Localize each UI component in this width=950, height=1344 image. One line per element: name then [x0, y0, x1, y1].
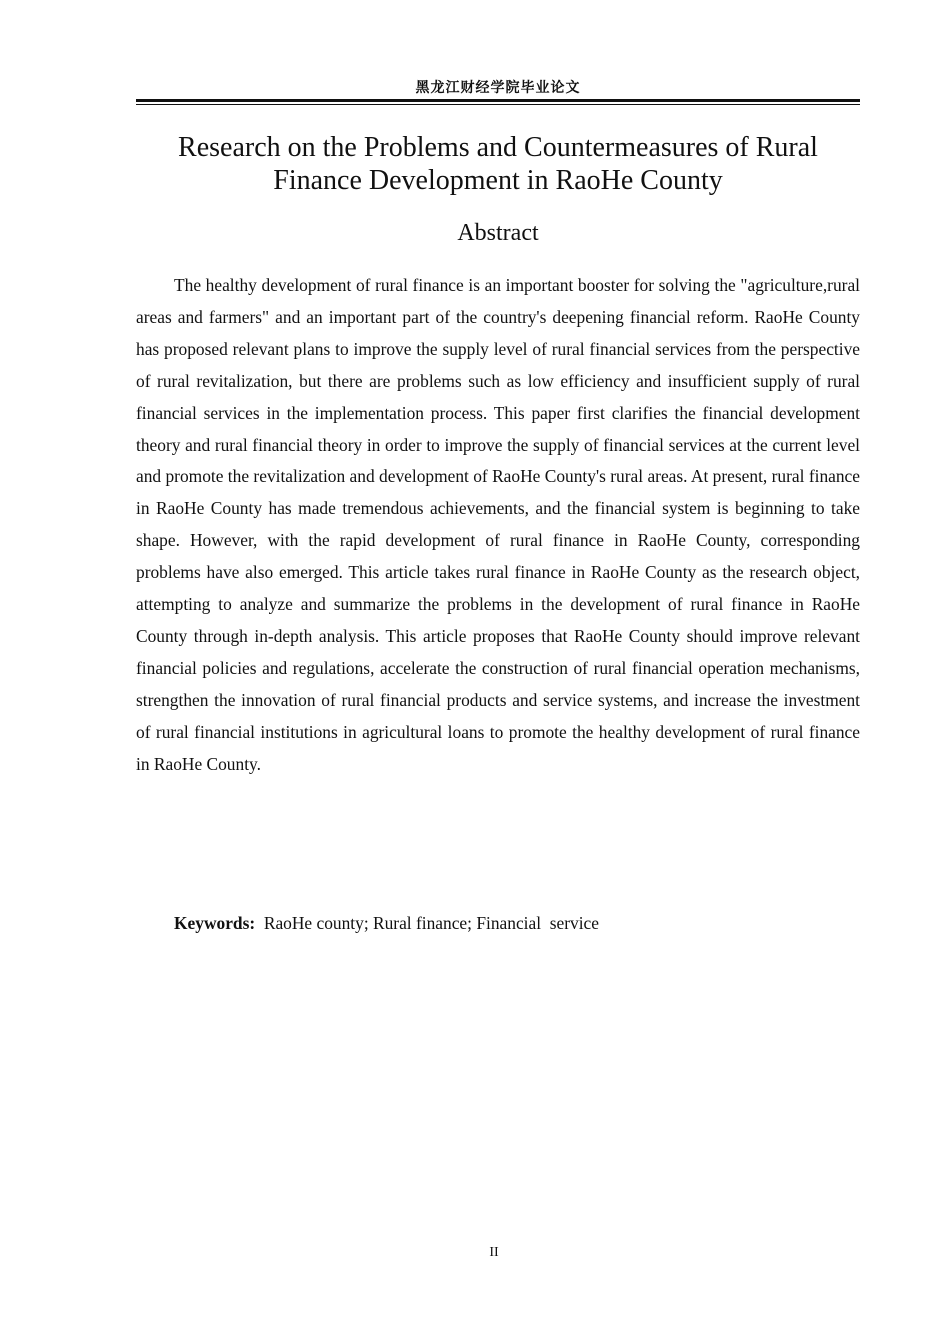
- header-rule-thin: [136, 104, 860, 105]
- keywords-label: Keywords:: [174, 913, 256, 933]
- header-rule-thick: [136, 99, 860, 102]
- keywords-value: RaoHe county; Rural finance; Financial service: [255, 913, 599, 933]
- page-number: II: [489, 1245, 499, 1260]
- paper-title: Research on the Problems and Countermeasures of Rural Finance Development in RaoHe County: [178, 132, 818, 196]
- abstract-body: The healthy development of rural finance is an important booster for solving the "agriculture,rural areas and farmers" and an important part of the country's deepening financial reform. RaoHe County has proposed relevant plans to improve the supply level of rural financial services from the perspective of rural revitalization, but there are problems such as low efficiency and insufficient supply of rural financial services in the implementation process. This paper first clarifies the financial development theory and rural financial theory in order to improve the supply of financial services at the current level and promote the revitalization and development of RaoHe County's rural areas. At present, rural finance in RaoHe County has made tremendous achievements, and the financial system is beginning to take shape. However, with the rapid development of rural finance in RaoHe County, corresponding problems have also emerged. This article takes rural finance in RaoHe County as the research object, attempting to analyze and summarize the problems in the development of rural finance in RaoHe County through in-depth analysis. This article proposes that RaoHe County should improve relevant financial policies and regulations, accelerate the construction of rural financial operation mechanisms, strengthen the innovation of rural financial products and service systems, and increase the investment of rural financial institutions in agricultural loans to promote the healthy development of rural finance in RaoHe County.: [136, 275, 860, 774]
- abstract-heading: Abstract: [457, 220, 539, 246]
- running-header: 黑龙江财经学院毕业论文: [415, 80, 581, 96]
- keywords-line: [174, 909, 860, 937]
